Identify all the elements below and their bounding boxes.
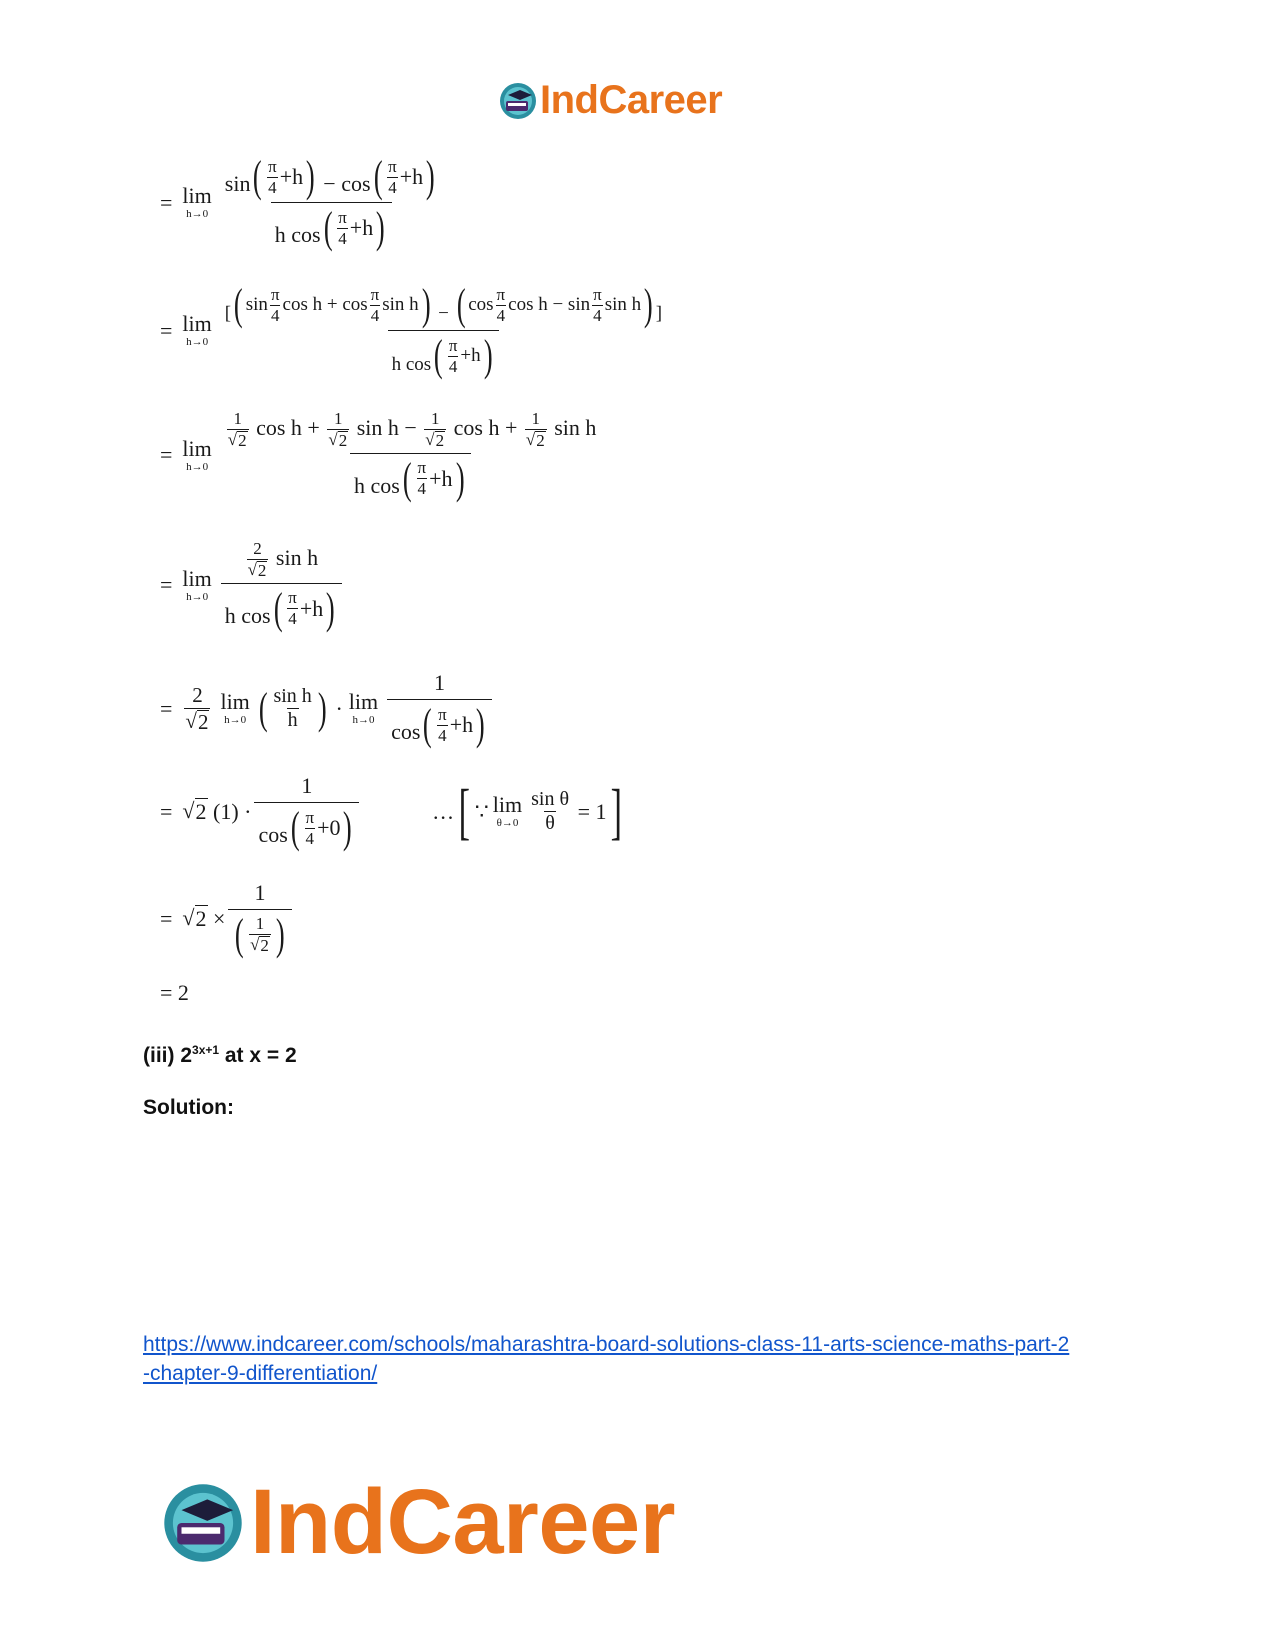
graduation-book-emblem-icon <box>498 81 538 121</box>
step-5: = 2 √ 2 lim h→0 ( sin h h ) · lim h→0 1 cos ( π 4 +h ) <box>160 670 495 747</box>
solution-label: Solution: <box>143 1096 234 1119</box>
step-1: = lim h→0 sin ( π 4 +h ) − cos ( π 4 +h ) h cos ( π 4 +h ) <box>160 152 435 252</box>
step-4: = lim h→0 2 √ 2 sin h h cos ( π 4 +h ) <box>160 540 345 631</box>
step-8-result: = 2 <box>160 980 189 1005</box>
step-7: = √ 2 × 1 ( 1 √ 2 ) <box>160 880 295 957</box>
logo-text: IndCareer <box>540 78 723 122</box>
step-6: = √ 2 (1) · 1 cos ( π 4 +0 ) … [ ∵ lim θ→0 $\frac{\text{sin θ}}{\theta}$ = 1 ] <box>160 773 623 852</box>
footer-logo <box>160 1470 675 1575</box>
logo-text: IndCareer <box>250 1471 675 1573</box>
graduation-book-emblem-icon <box>160 1480 246 1566</box>
step-3: = lim h→0 1 √ 2 cos h + 1 √ 2 sin h − 1 √ 2 cos h + 1 √ 2 sin h h cos ( π 4 +h ) <box>160 409 597 503</box>
source-url-link[interactable]: https://www.indcareer.com/schools/maharashtra-board-solutions-class-11-arts-science-maths-part-2-chapter-9-differentiation/ <box>143 1333 1070 1385</box>
step-2: = lim h→0 [ ( sin π 4 cos h + cos π 4 sin h ) − ( cos π 4 cos h − sin π 4 sin h ) ] h cos ( π 4 +h ) <box>160 280 663 380</box>
question-heading: (iii) $2^{3x+1}$ at x = 2 <box>143 1043 297 1067</box>
header-logo <box>498 78 722 123</box>
